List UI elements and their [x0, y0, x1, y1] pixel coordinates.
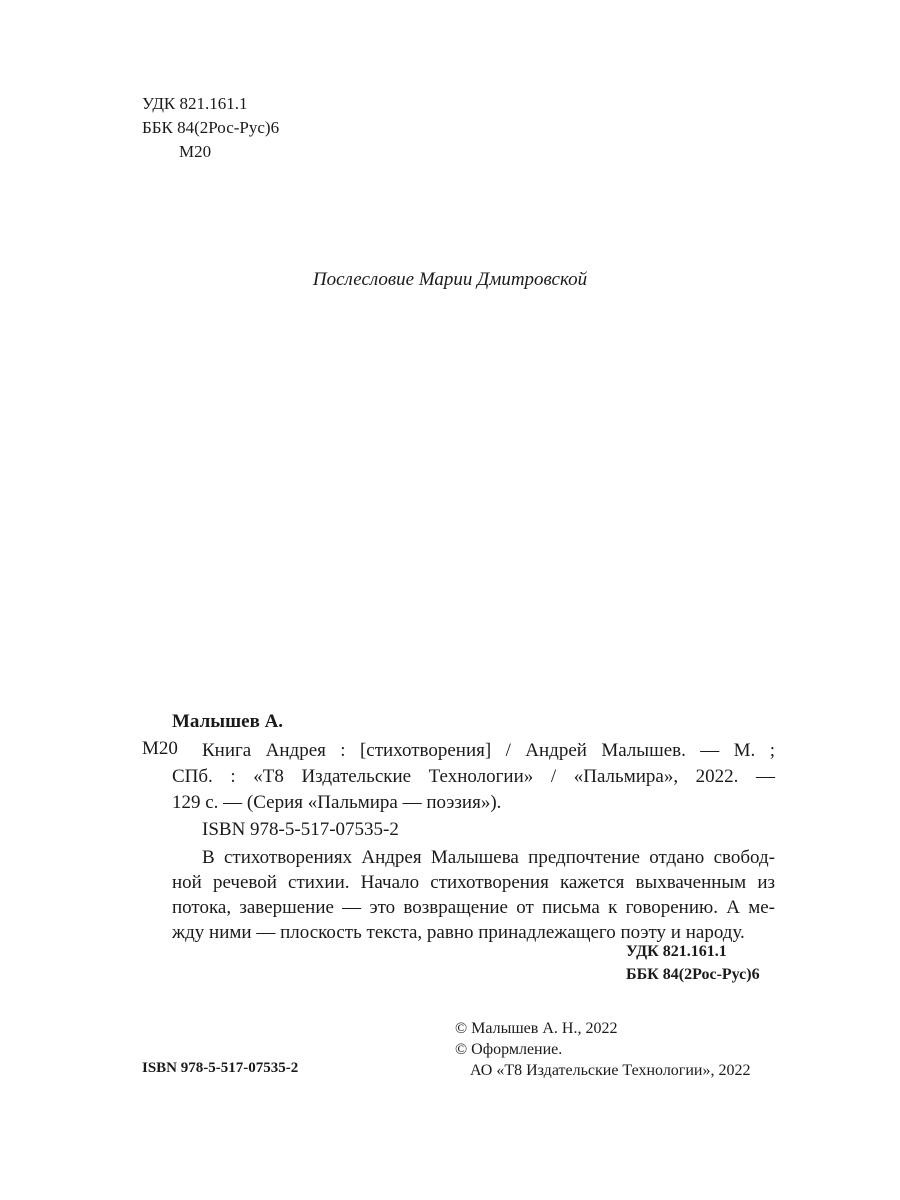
annotation-line: В стихотворениях Андрея Малышева предпочтение отдано свобод- [202, 847, 775, 868]
copyright-design: © Оформление. [455, 1041, 563, 1058]
copyright-publisher: АО «Т8 Издательские Технологии», 2022 [470, 1062, 751, 1079]
catalog-author-heading: Малышев А. [172, 711, 284, 732]
annotation-line: жду ними — плоскость текста, равно принадлежащего поэту и народу. [172, 922, 745, 943]
bbk-code: ББК 84(2Рос-Рус)6 [626, 966, 760, 983]
afterword-credit: Послесловие Марии Дмитровской [312, 269, 588, 290]
catalog-entry-line: 129 с. — (Серия «Пальмира — поэзия»). [172, 792, 502, 813]
bbk-code: ББК 84(2Рос-Рус)6 [142, 118, 280, 137]
copyright-author: © Малышев А. Н., 2022 [455, 1020, 618, 1037]
isbn-bottom: ISBN 978-5-517-07535-2 [142, 1060, 299, 1076]
udk-code: УДК 821.161.1 [142, 94, 248, 113]
top-classification-codes [142, 92, 279, 164]
catalog-entry [172, 738, 775, 816]
catalog-author-mark: М20 [142, 738, 178, 759]
bottom-classification-codes [626, 940, 760, 986]
annotation-line: потока, завершение — это возвращение от письма к говорению. А ме- [172, 897, 775, 918]
annotation [172, 845, 775, 945]
udk-code: УДК 821.161.1 [626, 943, 727, 960]
catalog-entry-line: СПб. : «Т8 Издательские Технологии» / «Пальмира», 2022. — [172, 766, 775, 787]
author-mark: М20 [179, 142, 212, 161]
copyright-block [455, 1018, 751, 1081]
catalog-isbn: ISBN 978-5-517-07535-2 [202, 819, 399, 840]
catalog-entry-line: Книга Андрея : [стихотворения] / Андрей Малышев. — М. ; [202, 740, 775, 761]
annotation-line: ной речевой стихии. Начало стихотворения кажется выхваченным из [172, 872, 775, 893]
